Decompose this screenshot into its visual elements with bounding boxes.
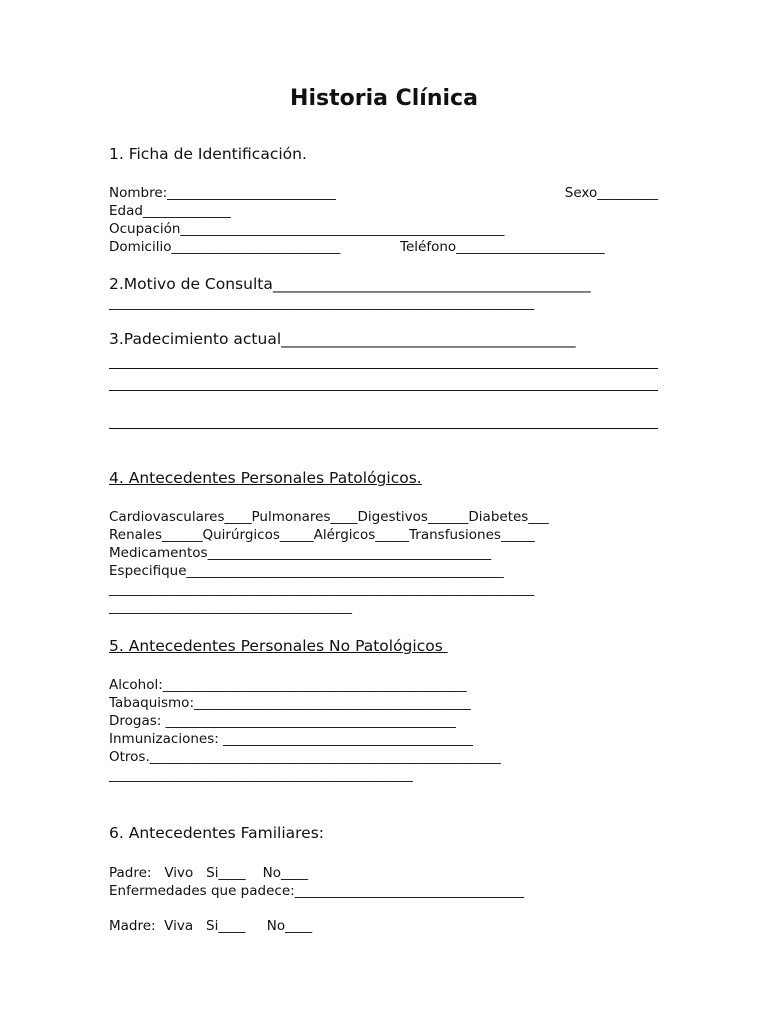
field-drogas[interactable]: Drogas: ___________________________________________ xyxy=(109,713,456,729)
field-sexo[interactable]: Sexo_________ xyxy=(564,185,658,201)
field-inmunizaciones[interactable]: Inmunizaciones: _____________________________________ xyxy=(109,731,473,747)
especifique-line-2[interactable]: ____________________________________ xyxy=(109,599,352,615)
field-enfermedades[interactable]: Enfermedades que padece:__________________________________ xyxy=(109,883,525,899)
section-1-heading: 1. Ficha de Identificación. xyxy=(109,145,307,163)
padecimiento-line-1[interactable] xyxy=(109,368,658,369)
antecedentes-row-2[interactable]: Renales______Quirúrgicos_____Alérgicos_____Transfusiones_____ xyxy=(109,527,535,543)
field-edad[interactable]: Edad_____________ xyxy=(109,203,231,219)
motivo-line[interactable]: _______________________________________________________________ xyxy=(109,295,535,311)
field-padre-vivo[interactable]: Padre: Vivo Si____ No____ xyxy=(109,865,309,881)
otros-line[interactable]: _____________________________________________ xyxy=(109,767,413,783)
field-nombre[interactable]: Nombre:_________________________ xyxy=(109,185,336,201)
field-tabaquismo[interactable]: Tabaquismo:_________________________________________ xyxy=(109,695,471,711)
padecimiento-line-2[interactable] xyxy=(109,390,658,391)
section-2-heading[interactable]: 2.Motivo de Consulta_________________________________________ xyxy=(109,275,591,293)
especifique-line-1[interactable]: _______________________________________________________________ xyxy=(109,581,535,597)
field-madre-viva[interactable]: Madre: Viva Si____ No____ xyxy=(109,918,313,934)
field-otros[interactable]: Otros.____________________________________________________ xyxy=(109,749,501,765)
antecedentes-row-1[interactable]: Cardiovasculares____Pulmonares____Digestivos______Diabetes___ xyxy=(109,509,549,525)
section-5-heading: 5. Antecedentes Personales No Patológicos xyxy=(109,637,448,655)
field-telefono[interactable]: Teléfono______________________ xyxy=(400,239,605,255)
section-3-heading[interactable]: 3.Padecimiento actual______________________________________ xyxy=(109,330,576,348)
document-title: Historia Clínica xyxy=(290,86,478,111)
section-4-heading: 4. Antecedentes Personales Patológicos. xyxy=(109,469,422,487)
field-medicamentos[interactable]: Medicamentos__________________________________________ xyxy=(109,545,492,561)
field-especifique[interactable]: Especifique_______________________________________________ xyxy=(109,563,504,579)
field-domicilio[interactable]: Domicilio_________________________ xyxy=(109,239,341,255)
field-ocupacion[interactable]: Ocupación________________________________________________ xyxy=(109,221,505,237)
section-6-heading: 6. Antecedentes Familiares: xyxy=(109,824,325,842)
field-alcohol[interactable]: Alcohol:_____________________________________________ xyxy=(109,677,467,693)
padecimiento-line-3[interactable] xyxy=(109,428,658,429)
